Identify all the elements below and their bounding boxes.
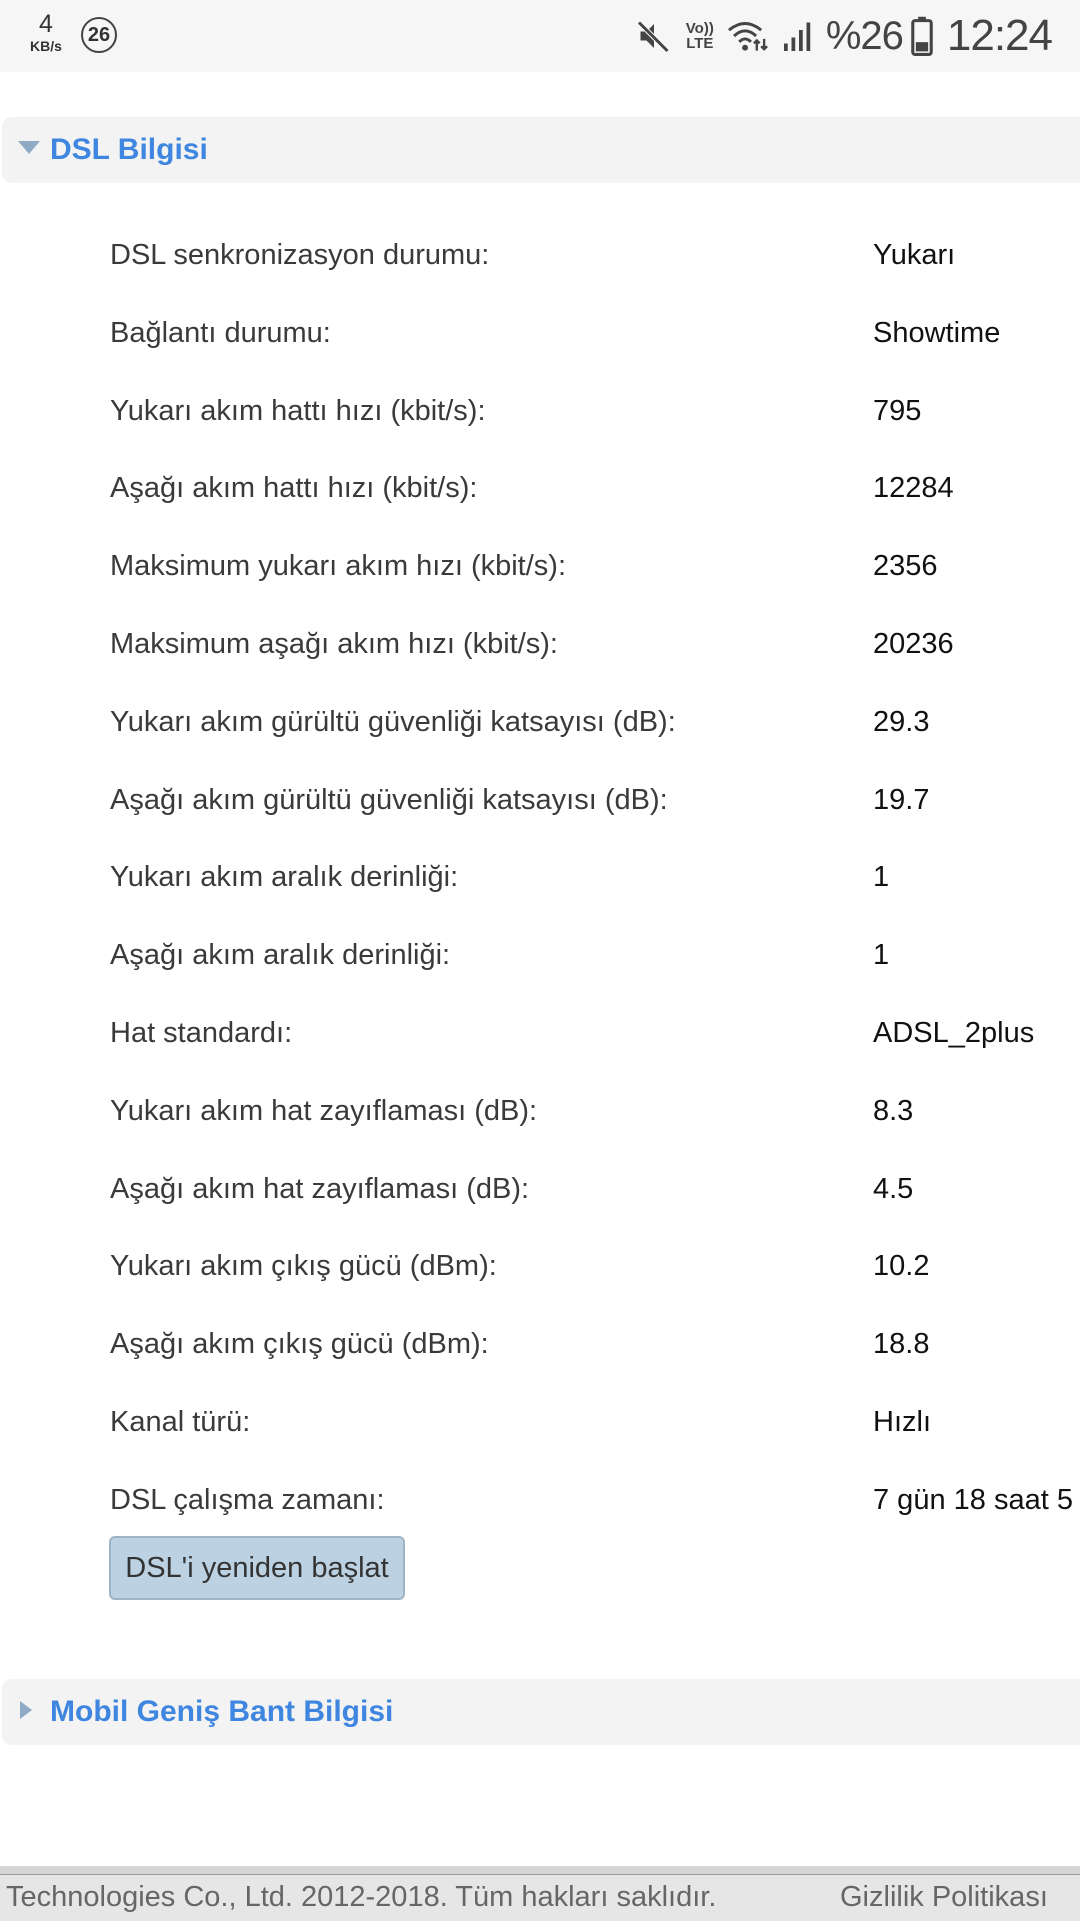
info-row-value: ADSL_2plus	[873, 1017, 1035, 1049]
info-row	[110, 546, 1080, 606]
battery-percent: %26	[825, 13, 903, 58]
info-row-value: Showtime	[873, 317, 1001, 349]
info-row-label: Yukarı akım hattı hızı (kbit/s):	[110, 395, 486, 427]
info-row-value: 1	[873, 861, 890, 893]
info-row	[110, 935, 1080, 995]
info-row	[110, 1480, 1080, 1540]
info-row-label: Maksimum yukarı akım hızı (kbit/s):	[110, 550, 567, 582]
collapse-triangle-icon	[18, 141, 38, 160]
info-row-label: DSL senkronizasyon durumu:	[110, 239, 490, 271]
info-row-value: 29.3	[873, 706, 930, 738]
footer-copyright: Technologies Co., Ltd. 2012-2018. Tüm hakları saklıdır.	[6, 1881, 717, 1913]
info-row-value: 8.3	[873, 1095, 914, 1127]
info-row	[110, 702, 1080, 762]
info-row-value: Yukarı	[873, 239, 956, 271]
dsl-section-header[interactable]	[2, 117, 1080, 183]
info-row-label: Yukarı akım gürültü güvenliği katsayısı (dB):	[110, 706, 676, 738]
volte-bottom-label: LTE	[686, 35, 714, 52]
signal-icon	[782, 18, 816, 54]
privacy-policy-link[interactable]: Gizlilik Politikası	[840, 1881, 1048, 1913]
footer	[0, 1874, 1080, 1921]
status-icons	[624, 0, 1052, 72]
mobile-broadband-section-title: Mobil Geniş Bant Bilgisi	[50, 1695, 394, 1728]
dsl-section-title: DSL Bilgisi	[50, 133, 208, 166]
clock: 12:24	[946, 11, 1052, 60]
info-row-value: 2356	[873, 550, 938, 582]
info-row-value: 795	[873, 395, 922, 427]
volte-icon	[686, 21, 714, 51]
info-row	[110, 1091, 1080, 1151]
info-row	[110, 391, 1080, 451]
info-row	[110, 624, 1080, 684]
restart-dsl-button[interactable]: DSL'i yeniden başlat	[109, 1536, 405, 1600]
info-row	[110, 1169, 1080, 1229]
info-row-label: Yukarı akım hat zayıflaması (dB):	[110, 1095, 538, 1127]
info-row-label: Aşağı akım aralık derinliği:	[110, 939, 451, 971]
info-row-value: 19.7	[873, 784, 930, 816]
info-row-label: Yukarı akım çıkış gücü (dBm):	[110, 1250, 497, 1282]
info-row	[110, 1324, 1080, 1384]
info-row-label: Yukarı akım aralık derinliği:	[110, 861, 459, 893]
network-speed-value: 4	[39, 10, 53, 38]
info-row-label: Aşağı akım hattı hızı (kbit/s):	[110, 472, 478, 504]
info-row	[110, 1013, 1080, 1073]
volte-top-label: Vo))	[685, 20, 714, 37]
info-row-value: 20236	[873, 628, 954, 660]
battery-icon	[911, 16, 933, 56]
network-speed-unit: KB/s	[30, 38, 62, 54]
info-row-value: 18.8	[873, 1328, 930, 1360]
mute-icon	[636, 18, 672, 54]
info-row-value: Hızlı	[873, 1406, 931, 1438]
wifi-icon	[726, 18, 770, 54]
info-row-value: 7 gün 18 saat 5	[873, 1484, 1073, 1516]
info-row	[110, 313, 1080, 373]
footer-divider	[0, 1866, 1080, 1874]
info-row-label: Kanal türü:	[110, 1406, 251, 1438]
info-row-label: Bağlantı durumu:	[110, 317, 331, 349]
info-row-label: Aşağı akım hat zayıflaması (dB):	[110, 1173, 530, 1205]
info-row	[110, 468, 1080, 528]
status-bar	[0, 0, 1080, 72]
info-row	[110, 857, 1080, 917]
info-row-label: Hat standardı:	[110, 1017, 293, 1049]
info-row-label: Aşağı akım çıkış gücü (dBm):	[110, 1328, 489, 1360]
info-row-value: 10.2	[873, 1250, 930, 1282]
info-row-label: Maksimum aşağı akım hızı (kbit/s):	[110, 628, 558, 660]
info-row-label: Aşağı akım gürültü güvenliği katsayısı (dB):	[110, 784, 668, 816]
info-row	[110, 780, 1080, 840]
notification-count-badge: 26	[81, 17, 117, 53]
info-row	[110, 235, 1080, 295]
info-row-label: DSL çalışma zamanı:	[110, 1484, 385, 1516]
info-row	[110, 1246, 1080, 1306]
network-speed-indicator	[22, 12, 70, 53]
info-row-value: 12284	[873, 472, 954, 504]
mobile-broadband-section-header[interactable]	[2, 1679, 1080, 1745]
info-row-value: 1	[873, 939, 890, 971]
info-row	[110, 1402, 1080, 1462]
info-row-value: 4.5	[873, 1173, 914, 1205]
expand-triangle-icon	[18, 1699, 38, 1726]
